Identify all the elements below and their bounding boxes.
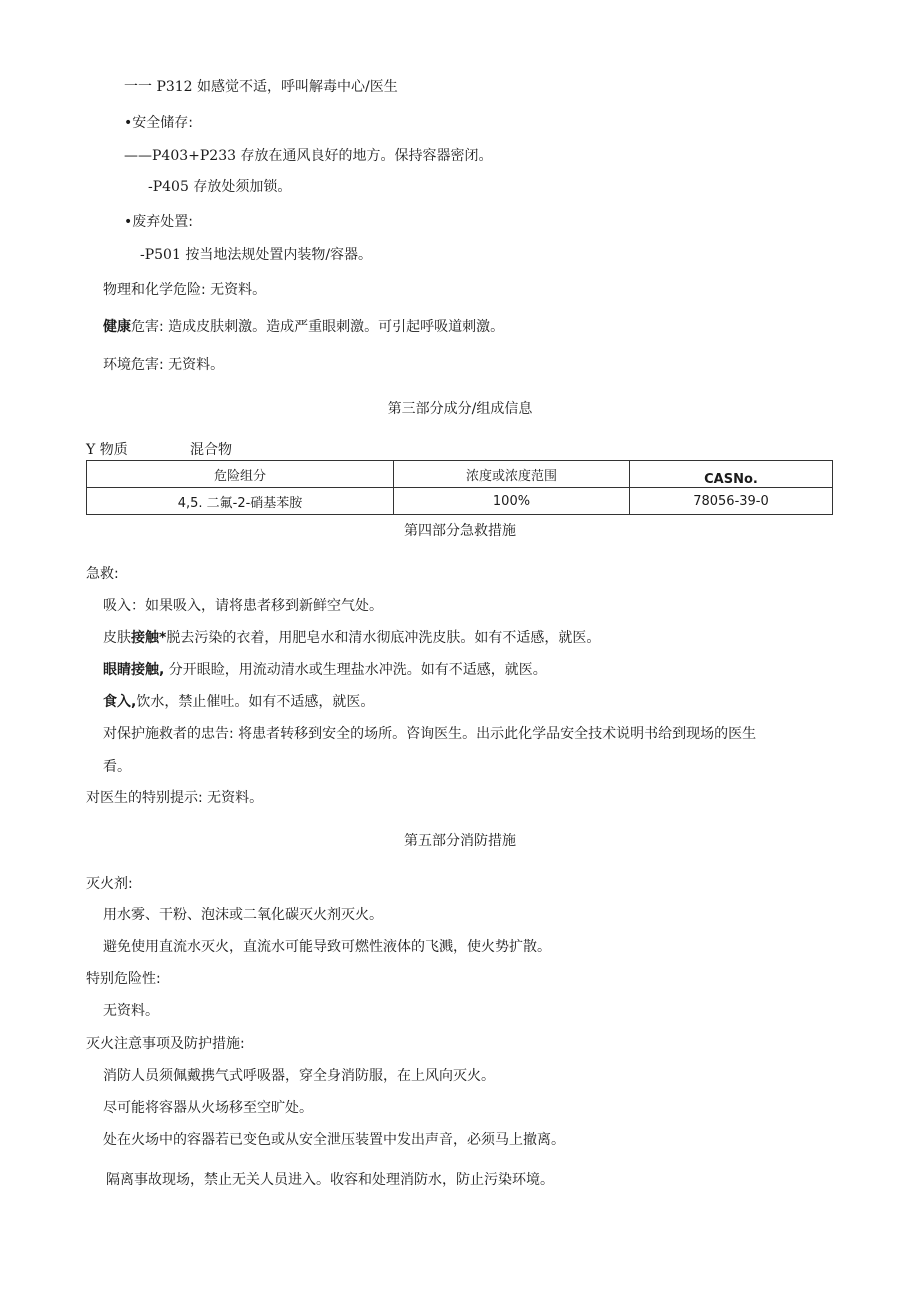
eye-value: 分开眼睑，用流动清水或生理盐水冲洗。如有不适感，就医。: [168, 662, 547, 678]
env-hazard: [103, 355, 224, 375]
firefighting-notes-label: 灭火注意事项及防护措施:: [86, 1036, 245, 1052]
health-hazard-value: 造成皮肤刺激。造成严重眼刺激。可引起呼吸道刺激。: [168, 319, 505, 335]
doctor-value: 无资料。: [207, 790, 264, 806]
env-hazard-value: 无资料。: [168, 357, 225, 373]
rescuer-advice-cont: 看。: [103, 759, 131, 775]
cell-component: 4,5. 二氟-2-硝基苯胺: [87, 488, 394, 515]
header-component: 危险组分: [87, 461, 394, 488]
skin-value: 脱去污染的衣着，用肥皂水和清水彻底冲洗皮肤。如有不适感，就医。: [166, 630, 601, 646]
table-header-row: [87, 461, 833, 488]
agent-line-1: 用水雾、干粉、泡沫或二氧化碳灭火剂灭火。: [103, 907, 383, 923]
ingestion-line: [103, 692, 374, 712]
skin-contact-line: [103, 628, 600, 648]
p403-statement: ——P403+P233 存放在通风良好的地方。保持容器密闭。: [124, 148, 493, 164]
extinguishing-agent-label: 灭火剂:: [86, 876, 133, 892]
note-line-3: 处在火场中的容器若已变色或从安全泄压装置中发出声音，必须马上撤离。: [103, 1132, 565, 1148]
agent-line-2: 避免使用直流水灭火，直流水可能导致可燃性液体的飞溅，使火势扩散。: [103, 939, 551, 955]
special-hazard-label: 特别危险性:: [86, 971, 161, 987]
section5-title: 第五部分消防措施: [404, 833, 516, 849]
section4-title: 第四部分急救措施: [404, 523, 516, 539]
p312-statement: 一一 P312 如感觉不适，呼叫解毒中心/医生: [124, 79, 398, 95]
note-line-4: 隔离事故现场，禁止无关人员进入。收容和处理消防水，防止污染环境。: [106, 1172, 554, 1188]
p405-statement: -P405 存放处须加锁。: [148, 179, 292, 195]
storage-label: •安全储存:: [124, 115, 193, 131]
header-concentration: 浓度或浓度范围: [394, 461, 630, 488]
note-line-1: 消防人员须佩戴携气式呼吸器，穿全身消防服，在上风向灭火。: [103, 1068, 495, 1084]
doctor-note-line: [86, 788, 263, 808]
mixture-label: 混合物: [190, 442, 232, 458]
health-hazard: [103, 317, 504, 337]
cell-concentration: 100%: [394, 488, 630, 515]
disposal-label: •废弃处置:: [124, 214, 193, 230]
skin-label-b: 接触*: [131, 630, 167, 646]
note-line-2: 尽可能将容器从火场移至空旷处。: [103, 1100, 313, 1116]
substance-label: Y 物质: [86, 442, 128, 458]
phys-hazard-label: 物理和化学危险:: [103, 282, 206, 298]
firstaid-label: 急救:: [86, 566, 119, 582]
composition-table: [86, 460, 833, 515]
doctor-label: 对医生的特别提示:: [86, 790, 203, 806]
table-row: [87, 488, 833, 515]
section3-title: 第三部分成分/组成信息: [387, 401, 533, 417]
phys-hazard-value: 无资料。: [210, 282, 267, 298]
header-cas: CASNo.: [630, 461, 833, 488]
inhalation-line: 吸入：如果吸入，请将患者移到新鲜空气处。: [103, 598, 383, 614]
ingest-value: 饮水，禁止催吐。如有不适感，就医。: [136, 694, 375, 710]
rescuer-advice-line: [103, 724, 756, 744]
health-hazard-label-b: 危害:: [131, 319, 164, 335]
env-hazard-label: 环境危害:: [103, 357, 164, 373]
rescuer-value: 将患者转移到安全的场所。咨询医生。出示此化学品安全技术说明书给到现场的医生: [238, 726, 757, 742]
eye-label: 眼睛接触,: [103, 662, 165, 678]
rescuer-label: 对保护施救者的忠告:: [103, 726, 234, 742]
ingest-label: 食入,: [103, 694, 137, 710]
health-hazard-label-a: 健康: [103, 319, 131, 335]
p501-statement: -P501 按当地法规处置内装物/容器。: [140, 247, 373, 263]
cell-cas: 78056-39-0: [630, 488, 833, 515]
eye-contact-line: [103, 660, 547, 680]
phys-chem-hazard: [103, 280, 266, 300]
skin-label-a: 皮肤: [103, 630, 131, 646]
special-hazard-value: 无资料。: [103, 1003, 159, 1019]
